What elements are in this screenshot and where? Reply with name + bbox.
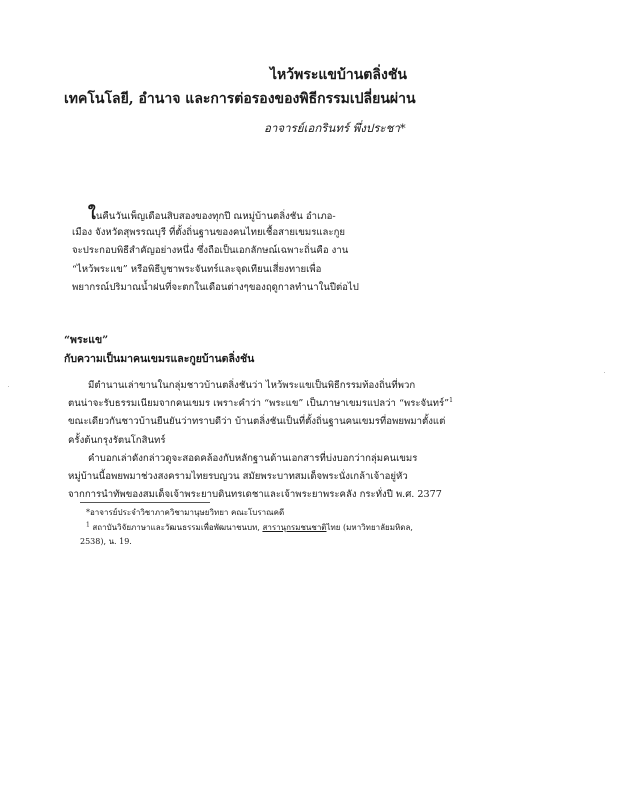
footnote-1: $^1$ สถาบันวิจัยภาษาและวัฒนธรรมเพื่อพัฒนาชนบท, สารานุกรมชนชาติไทย (มหาวิทยาลัยมหิดล, xyxy=(86,520,413,532)
footnote-marker: 1 xyxy=(86,520,90,528)
intro-line: ในคืนวันเพ็ญเดือนสิบสองของทุกปี ณหมู่บ้านตลิ่งชัน อำเภอ- xyxy=(88,204,336,223)
section-subheading: กับความเป็นมาคนเขมรและกูยบ้านตลิ่งชัน xyxy=(64,353,255,365)
footnote-divider xyxy=(80,502,210,503)
body-line: มีตำนานเล่าขานในกลุ่มชาวบ้านตลิ่งชันว่า ไหว้พระแขเป็นพิธีกรรมท้องถิ่นที่พวก xyxy=(88,380,416,391)
body-line: จากการนำทัพของสมเด็จเจ้าพระยาบดินทรเดชาและเจ้าพระยาพระคลัง กระทั่งปี พ.ศ. 2377 xyxy=(68,489,442,501)
intro-paragraph xyxy=(72,204,488,298)
body-line: คำบอกเล่าดังกล่าวดูจะสอดคล้องกับหลักฐานด้านเอกสารที่บ่งบอกว่ากลุ่มคนเขมร xyxy=(88,452,418,464)
body-line: หมู่บ้านนี้อพยพมาช่วงสงครามไทยรบญวน สมัยพระบาทสมเด็จพระนั่งเกล้าเจ้าอยู่หัว xyxy=(68,470,408,482)
scan-speck xyxy=(8,386,9,387)
section-heading: “พระแข” xyxy=(64,334,109,346)
cited-title: สารานุกรมชนชาติ xyxy=(262,522,327,532)
intro-line: จะประกอบพิธีสำคัญอย่างหนึ่ง ซึ่งถือเป็นเอกลักษณ์เฉพาะถิ่นคือ งาน xyxy=(72,245,349,257)
body-line: ครั้งต้นกรุงรัตนโกสินทร์ xyxy=(68,434,166,446)
footnote-author: *อาจารย์ประจำวิชาภาควิชามานุษยวิทยา คณะโบราณคดี xyxy=(86,508,285,517)
body-line: ตนน่าจะรับธรรมเนียมจากคนเขมร เพราะคำว่า “พระแข” เป็นภาษาเขมรแปลว่า “พระจันทร์”$^1$ xyxy=(68,397,453,410)
intro-line: “ไหว้พระแข” หรือพิธีบูชาพระจันทร์และจุดเทียนเสี่ยงทายเพื่อ xyxy=(72,263,322,275)
body-line: ขณะเดียวกันชาวบ้านยืนยันว่าทราบดีว่า บ้านตลิ่งชันเป็นที่ตั้งถิ่นฐานคนเขมรที่อพยพมาตั้งแต่ xyxy=(68,416,446,428)
author-name: อาจารย์เอกรินทร์ พึ่งประชา* xyxy=(264,121,406,135)
footnote-1-continued: 2538), น. 19. xyxy=(80,537,132,546)
intro-line: พยากรณ์ปริมาณน้ำฝนที่จะตกในเดือนต่างๆของฤดูกาลทำนาในปีต่อไป xyxy=(72,282,359,294)
intro-line: เมือง จังหวัดสุพรรณบุรี ที่ตั้งถิ่นฐานของคนไทยเชื้อสายเขมรและกูย xyxy=(72,226,345,238)
footnotes xyxy=(80,506,550,550)
footnote-ref[interactable]: 1 xyxy=(449,397,453,404)
paper-title-line-2: เทคโนโลยี, อำนาจ และการต่อรองของพิธีกรรมเปลี่ยนผ่าน xyxy=(64,91,416,107)
body-paragraphs xyxy=(68,377,540,504)
scan-speck xyxy=(604,372,605,373)
paper-title-line-1: ไหว้พระแขบ้านตลิ่งชัน xyxy=(270,67,407,83)
drop-cap: ใ xyxy=(88,204,96,223)
